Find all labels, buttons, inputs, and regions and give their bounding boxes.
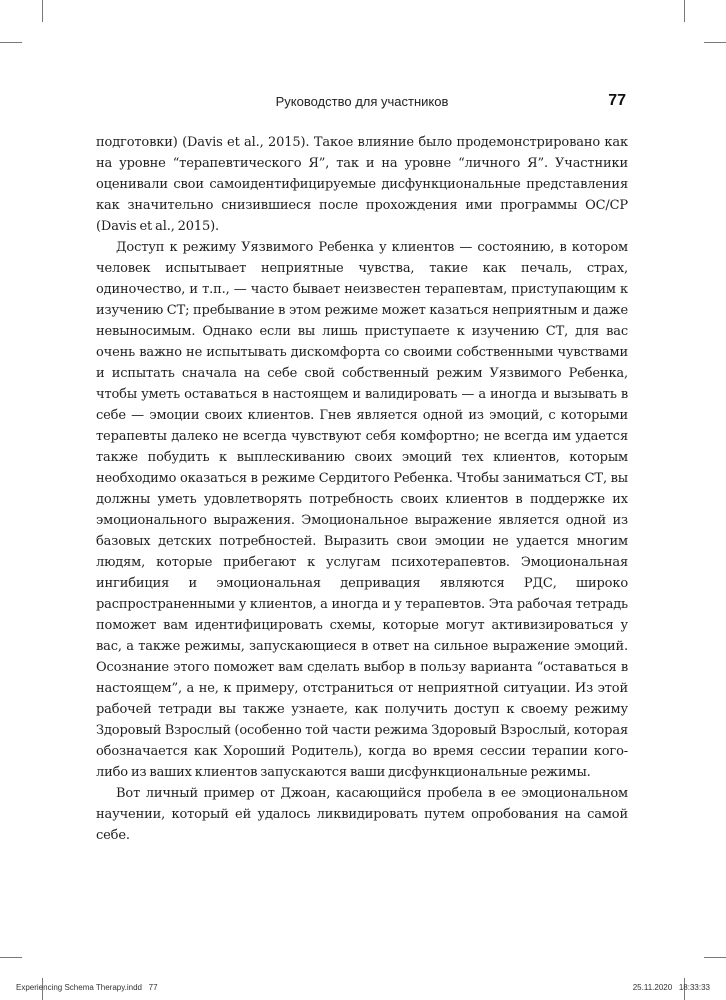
print-slug-filename: Experiencing Schema Therapy.indd 77 [16,983,158,992]
crop-mark [704,42,726,43]
crop-mark [684,0,685,22]
crop-mark [42,0,43,22]
paragraph: подготовки) (Davis et al., 2015). Такое влияние было продемонстрировано как на уровне “терапевтического Я”, так и на уровне “личного Я”. Участники оценивали свои самоидентифицируемые дисфункциональные представления как значительно снизившиеся после прохождения ими программы ОС/СР (Davis et al., 2015). [96,135,628,234]
print-slug-timestamp: 25.11.2020 18:33:33 [632,983,710,992]
body-text [96,132,628,846]
paragraph: Вот личный пример от Джоан, касающийся пробела в ее эмоциональном научении, который ей удалось ликвидировать путем опробования на самой себе. [96,786,628,843]
page-number: 77 [608,92,626,109]
crop-mark [704,957,726,958]
crop-mark [0,957,22,958]
paragraph: Доступ к режиму Уязвимого Ребенка у клиентов — состоянию, в котором человек испытывает неприятные чувства, такие как печаль, страх, одиночество, и т.п., — часто бывает неизвестен терапевтам, приступающим к изучению СТ; пребывание в этом режиме может казаться неприятным и даже невыносимым. Однако если вы лишь приступаете к изучению СТ, для вас очень важно не испытывать дискомфорта со своими собственными чувствами и испытать сначала на себе свой собственный режим Уязвимого Ребенка, чтобы уметь оставаться в настоящем и валидировать — а иногда и вызывать в себе — эмоции своих клиентов. Гнев является одной из эмоций, с которыми терапевты далеко не всегда чувствуют себя комфортно; не всегда им удается также побудить к выплескиванию своих эмоций тех клиентов, которым необходимо оказаться в режиме Сердитого Ребенка. Чтобы заниматься СТ, вы должны уметь удовлетворять потребность своих клиентов в поддержке их эмоционального выражения. Эмоциональное выражение является одной из базовых детских потребностей. Выразить свои эмоции не удается многим людям, которые прибегают к услугам психотерапевтов. Эмоциональная ингибиция и эмоциональная депривация являются РДС, широко распространенными у клиентов, а иногда и у терапевтов. Эта рабочая тетрадь поможет вам идентифицировать схемы, которые могут активизироваться у вас, а также режимы, запускающиеся в ответ на сильное выражение эмоций. Осознание этого поможет вам сделать выбор в пользу варианта “оставаться в настоящем”, а не, к примеру, отстраниться от неприятной ситуации. Из этой рабочей тетради вы также узнаете, как получить доступ к своему режиму Здоровый Взрослый (особенно той части режима Здоровый Взрослый, которая обозначается как Хороший Родитель), когда во время сессии терапии кого-либо из ваших клиентов запускаются ваши дисфункциональные режимы. [96,240,628,780]
crop-mark [0,42,22,43]
running-head: Руководство для участников [275,94,449,109]
page-header [96,94,628,118]
